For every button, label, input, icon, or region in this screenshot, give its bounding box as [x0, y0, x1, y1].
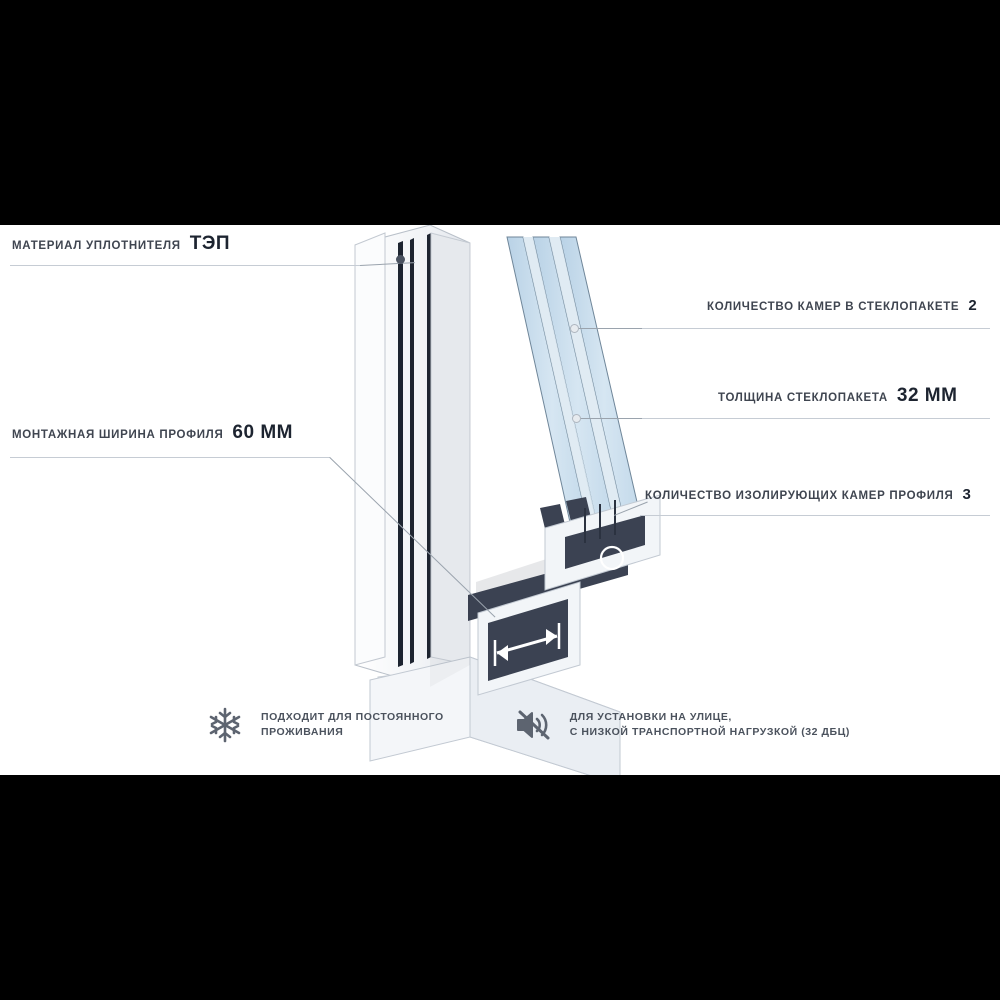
leader-rule-width	[10, 457, 330, 458]
callout-seal-material-label: МАТЕРИАЛ УПЛОТНИТЕЛЯ	[12, 240, 181, 252]
leader-rule-chambers	[640, 328, 990, 329]
feature-street-noise	[514, 705, 850, 745]
feature-street-noise-line1: ДЛЯ УСТАНОВКИ НА УЛИЦЕ,	[569, 711, 732, 723]
feature-permanent-living	[205, 705, 444, 745]
callout-seal-material-value: ТЭП	[189, 233, 230, 254]
callout-profile-chambers-value: 3	[962, 486, 972, 503]
feature-street-noise-text	[570, 710, 850, 740]
feature-list	[0, 705, 1000, 745]
callout-glass-thickness-value: 32 ММ	[896, 385, 958, 406]
callout-chambers-glass	[707, 297, 977, 314]
feature-permanent-living-text	[261, 710, 444, 740]
callout-profile-chambers	[645, 486, 971, 503]
leader-rule-seal	[10, 265, 360, 266]
callout-seal-material	[12, 233, 230, 255]
callout-chambers-glass-value: 2	[968, 297, 978, 314]
feature-street-noise-line2: С НИЗКОЙ ТРАНСПОРТНОЙ НАГРУЗКОЙ (32 ДБЦ)	[569, 726, 850, 738]
leader-dot-seal	[396, 255, 405, 264]
callout-glass-thickness-label: ТОЛЩИНА СТЕКЛОПАКЕТА	[718, 392, 888, 404]
callout-mounting-width-value: 60 ММ	[232, 422, 293, 443]
callout-mounting-width-label: МОНТАЖНАЯ ШИРИНА ПРОФИЛЯ	[12, 429, 224, 441]
snowflake-icon	[205, 705, 245, 745]
callout-chambers-glass-label: КОЛИЧЕСТВО КАМЕР В СТЕКЛОПАКЕТЕ	[707, 301, 960, 313]
feature-permanent-living-line1: ПОДХОДИТ ДЛЯ ПОСТОЯННОГО	[261, 711, 444, 723]
leader-dot-thickness	[572, 414, 581, 423]
callout-glass-thickness	[718, 385, 957, 407]
callout-profile-chambers-label: КОЛИЧЕСТВО ИЗОЛИРУЮЩИХ КАМЕР ПРОФИЛЯ	[645, 490, 954, 502]
diagram-sheet	[0, 225, 1000, 775]
leader-line-chambers	[578, 328, 642, 329]
mute-sound-icon	[514, 705, 554, 745]
leader-rule-isochambers	[640, 515, 990, 516]
leader-line-thickness	[580, 418, 642, 419]
leader-dot-chambers	[570, 324, 579, 333]
feature-permanent-living-line2: ПРОЖИВАНИЯ	[261, 726, 344, 738]
leader-rule-thickness	[640, 418, 990, 419]
callout-mounting-width	[12, 422, 293, 444]
